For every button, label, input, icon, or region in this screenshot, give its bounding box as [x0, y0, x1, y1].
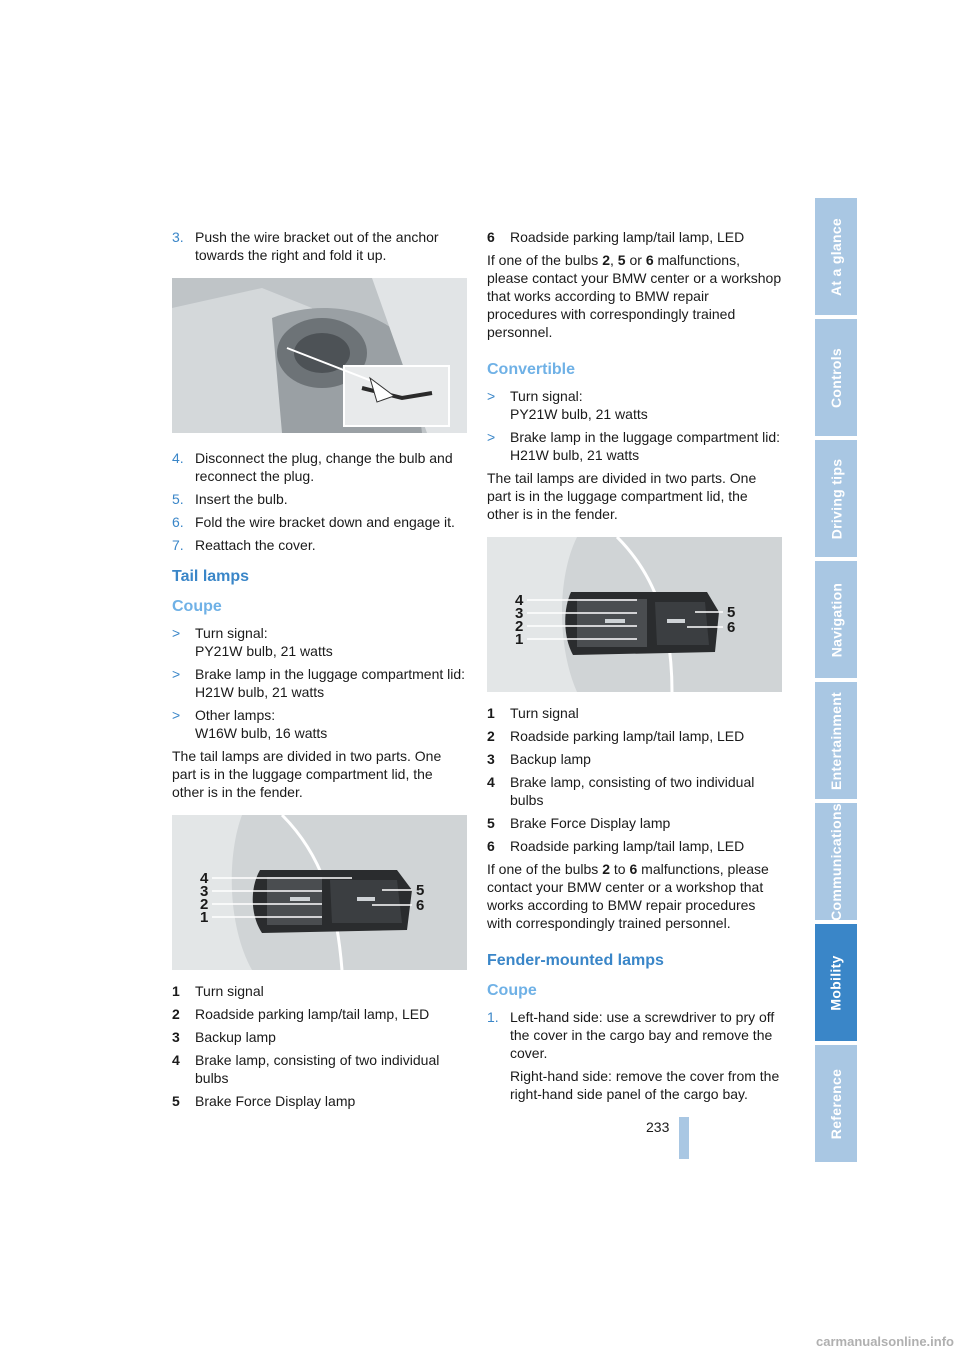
step-text: Disconnect the plug, change the bulb and reconnect the plug. [195, 450, 453, 484]
page-number: 233 [646, 1119, 670, 1135]
bulb-spec: H21W bulb, 21 watts [195, 684, 325, 700]
legend-text: Turn signal [510, 705, 579, 721]
callout-2: 2 [200, 896, 209, 913]
legend-text: Roadside parking lamp/tail lamp, LED [510, 229, 745, 245]
step-number: 4. [172, 450, 184, 466]
convertible-tail-lamp-photo [487, 537, 782, 692]
legend-number: 4 [172, 1052, 180, 1068]
step-text: Left-hand side: use a screwdriver to pry off the cover in the cargo bay and remove the cover. [510, 1009, 775, 1061]
section-tabs [815, 198, 857, 1166]
callout-5: 5 [416, 882, 425, 899]
tab-navigation[interactable]: Navigation [815, 561, 857, 678]
legend-item [487, 773, 782, 809]
coupe-heading: Coupe [172, 598, 222, 615]
legend-text: Roadside parking lamp/tail lamp, LED [510, 838, 745, 854]
legend-item [487, 704, 782, 722]
legend-item [172, 1028, 467, 1046]
tab-communications[interactable]: Communications [815, 803, 857, 920]
legend-text: Brake Force Display lamp [195, 1093, 356, 1109]
step-3 [172, 228, 467, 264]
coupe-tail-lamp-photo [172, 815, 467, 970]
step-6 [172, 513, 467, 531]
legend-number: 5 [172, 1093, 180, 1109]
bullet-marker: > [172, 666, 181, 682]
legend-text: Brake Force Display lamp [510, 815, 671, 831]
page-number-bar [679, 1117, 689, 1159]
bulb-item [172, 665, 467, 701]
watermark-url: carmanualsonline.info [816, 1334, 954, 1349]
callout-3: 3 [200, 883, 209, 900]
step-text: Fold the wire bracket down and engage it. [195, 514, 455, 530]
bulb-line: Brake lamp in the luggage compartment lid: [195, 666, 466, 682]
legend-number: 6 [487, 838, 495, 854]
step-text: Push the wire bracket out of the anchor towards the right and fold it up. [195, 229, 439, 263]
tab-entertainment[interactable]: Entertainment [815, 682, 857, 799]
legend-item [172, 1005, 467, 1023]
legend-number: 1 [172, 983, 180, 999]
malfunction-paragraph: If one of the bulbs 2, 5 or 6 malfunctions, please contact your BMW center or a workshop that works according to BMW repair procedures with correspondingly trained personnel. [487, 252, 782, 340]
callout-3: 3 [515, 605, 524, 622]
legend-item [487, 837, 782, 855]
bulb-spec: PY21W bulb, 21 watts [195, 643, 333, 659]
legend-item [487, 750, 782, 768]
legend-number: 1 [487, 705, 495, 721]
step-4 [172, 449, 467, 485]
legend-item [172, 1051, 467, 1087]
legend-text: Roadside parking lamp/tail lamp, LED [195, 1006, 430, 1022]
legend-text: Brake lamp, consisting of two individual bulbs [195, 1052, 440, 1086]
fender-step-extra: Right-hand side: remove the cover from the right-hand side panel of the cargo bay. [510, 1068, 780, 1102]
bulb-item [487, 428, 782, 464]
bulb-line: Brake lamp in the luggage compartment lid: [510, 429, 781, 445]
legend-text: Backup lamp [195, 1029, 276, 1045]
bullet-marker: > [487, 388, 496, 404]
bullet-marker: > [172, 625, 181, 641]
bulb-spec: PY21W bulb, 21 watts [510, 406, 648, 422]
divided-paragraph: The tail lamps are divided in two parts. One part is in the luggage compartment lid, the other is in the fender. [172, 748, 442, 800]
malfunction-paragraph: If one of the bulbs 2 to 6 malfunctions, please contact your BMW center or a workshop that works according to BMW repair procedures with correspondingly trained personnel. [487, 861, 769, 931]
step-number: 3. [172, 229, 184, 245]
legend-item [172, 1092, 467, 1110]
callout-4: 4 [515, 592, 524, 609]
tab-reference[interactable]: Reference [815, 1045, 857, 1162]
legend-item [172, 982, 467, 1000]
step-number: 7. [172, 537, 184, 553]
fender-step-1 [487, 1008, 782, 1062]
bulb-line: Turn signal: [195, 625, 268, 641]
callout-1: 1 [515, 631, 524, 648]
step-5 [172, 490, 467, 508]
divided-paragraph: The tail lamps are divided in two parts. One part is in the luggage compartment lid, the other is in the fender. [487, 470, 757, 522]
bulb-line: Other lamps: [195, 707, 276, 723]
tab-driving-tips[interactable]: Driving tips [815, 440, 857, 557]
fender-lamps-heading: Fender-mounted lamps [487, 952, 664, 969]
tab-mobility[interactable]: Mobility [815, 924, 857, 1041]
convertible-heading: Convertible [487, 361, 576, 378]
bullet-marker: > [172, 707, 181, 723]
legend-item [487, 228, 782, 246]
callout-6: 6 [727, 619, 736, 636]
bullet-marker: > [487, 429, 496, 445]
tab-at-a-glance[interactable]: At a glance [815, 198, 857, 315]
legend-number: 4 [487, 774, 495, 790]
legend-text: Backup lamp [510, 751, 591, 767]
callout-5: 5 [727, 604, 736, 621]
legend-number: 3 [172, 1029, 180, 1045]
step-number: 5. [172, 491, 184, 507]
bulb-spec: W16W bulb, 16 watts [195, 725, 328, 741]
legend-item [487, 814, 782, 832]
bulb-spec: H21W bulb, 21 watts [510, 447, 640, 463]
step-text: Reattach the cover. [195, 537, 316, 553]
step-number: 6. [172, 514, 184, 530]
left-column [172, 228, 467, 1115]
callout-1: 1 [200, 909, 209, 926]
legend-text: Brake lamp, consisting of two individual bulbs [510, 774, 755, 808]
legend-item [487, 727, 782, 745]
legend-text: Roadside parking lamp/tail lamp, LED [510, 728, 745, 744]
legend-number: 2 [487, 728, 495, 744]
bulb-item [172, 706, 467, 742]
step-text: Insert the bulb. [195, 491, 288, 507]
tail-lamps-heading: Tail lamps [172, 568, 250, 585]
legend-number: 6 [487, 229, 495, 245]
callout-4: 4 [200, 870, 209, 887]
convertible-tail-lamp-illustration [487, 537, 782, 692]
callout-6: 6 [416, 897, 425, 914]
bulb-line: Turn signal: [510, 388, 583, 404]
legend-number: 5 [487, 815, 495, 831]
step-7 [172, 536, 467, 554]
bulb-item [487, 387, 782, 423]
legend-number: 2 [172, 1006, 180, 1022]
tab-controls[interactable]: Controls [815, 319, 857, 436]
step-number: 1. [487, 1009, 499, 1025]
legend-number: 3 [487, 751, 495, 767]
right-column [487, 228, 782, 1108]
wire-bracket-photo [172, 278, 467, 433]
wire-bracket-illustration [172, 278, 467, 433]
callout-2: 2 [515, 618, 524, 635]
legend-text: Turn signal [195, 983, 264, 999]
coupe-heading: Coupe [487, 982, 537, 999]
bulb-item [172, 624, 467, 660]
